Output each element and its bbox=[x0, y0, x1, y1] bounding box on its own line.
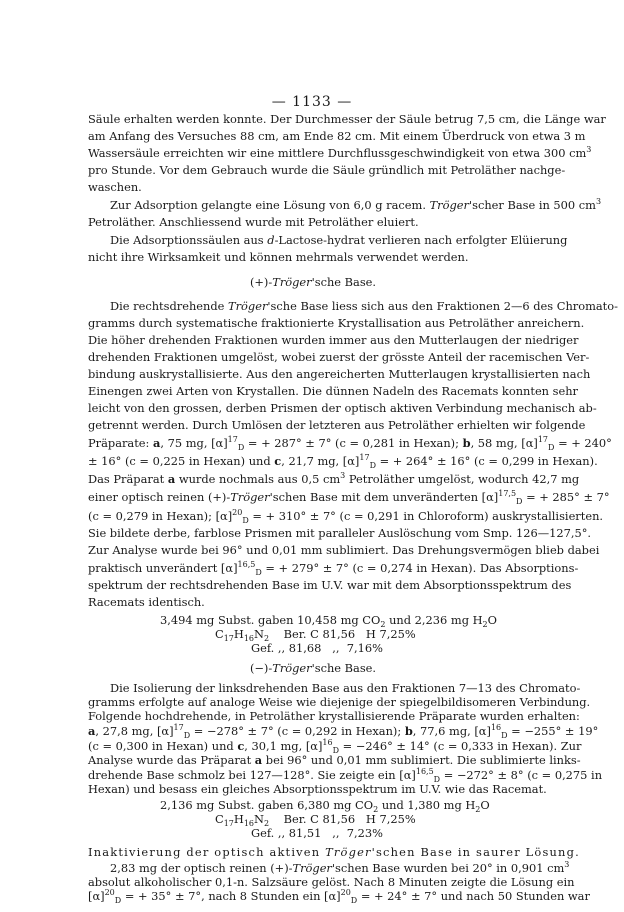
text-segment: 'schen Base in saurer Lösung. bbox=[371, 845, 580, 859]
text-segment: spektrum der rechtsdrehenden Base im U.V. war mit dem Absorptionsspektrum des bbox=[88, 578, 572, 592]
text-segment: Tröger bbox=[230, 490, 270, 504]
text-segment: Die höher drehenden Fraktionen wurden immer aus den Mutterlaugen der niedriger bbox=[88, 333, 579, 347]
text-segment: (−)- bbox=[249, 660, 273, 675]
text-segment: = + 279° ± 7° (c = 0,274 in Hexan). Das Absorptions- bbox=[261, 561, 579, 575]
text-segment: 20 bbox=[232, 508, 243, 517]
text-segment: Das Präparat bbox=[88, 472, 168, 486]
text-segment: 'sche Base. bbox=[311, 660, 377, 675]
text-segment: Wassersäule erreichten wir eine mittlere Durchflussgeschwindigkeit von etwa 300 cm bbox=[88, 146, 587, 160]
text-segment: = + 285° ± 7° bbox=[522, 490, 610, 504]
text-segment: O bbox=[480, 797, 490, 812]
text-segment: D bbox=[501, 730, 508, 740]
text-segment: N bbox=[254, 811, 264, 826]
text-segment: D bbox=[369, 461, 376, 470]
text-segment: 'schen Base mit dem unveränderten [α] bbox=[269, 490, 499, 504]
text-line bbox=[88, 179, 538, 196]
text-segment: Die rechtsdrehende bbox=[110, 299, 229, 313]
text-segment: , 27,8 mg, [α] bbox=[95, 723, 174, 738]
text-line bbox=[88, 594, 538, 611]
text-line bbox=[88, 577, 572, 594]
text-segment: Säule erhalten werden konnte. Der Durchmesser der Säule betrug 7,5 cm, die Länge war bbox=[88, 112, 606, 126]
text-line bbox=[88, 315, 585, 332]
text-line bbox=[88, 489, 610, 506]
text-segment: 16,5 bbox=[415, 766, 434, 776]
text-line bbox=[88, 366, 591, 383]
text-segment: 17,5 bbox=[498, 489, 517, 498]
text-segment: a bbox=[254, 752, 263, 767]
text-segment: pro Stunde. Vor dem Gebrauch wurde die Säule gründlich mit Petroläther nachge- bbox=[88, 163, 566, 177]
text-segment: 20 bbox=[104, 888, 115, 897]
text-segment: = + 24° ± 7° und nach 50 Stunden war bbox=[357, 889, 590, 903]
text-segment: bindung auskrystallisierte. Aus den angereicherten Mutterlaugen krystallisierten nach bbox=[88, 367, 591, 381]
text-line bbox=[88, 214, 538, 231]
text-segment: Zur Adsorption gelangte eine Lösung von 6,0 g racem. bbox=[110, 198, 430, 212]
text-segment: D bbox=[114, 896, 122, 905]
text-segment: Die Isolierung der linksdrehenden Base aus den Fraktionen 7—13 des Chromato- bbox=[110, 680, 581, 695]
text-segment: = −278° ± 7° (c = 0,292 in Hexan); bbox=[190, 723, 405, 738]
text-segment: [α] bbox=[88, 889, 105, 903]
text-segment: 'sche Base. bbox=[311, 275, 377, 289]
text-segment: Sie bildete derbe, farblose Prismen mit paralleler Auslöschung vom Smp. 126—127,5°. bbox=[88, 526, 592, 540]
text-segment: , 58 mg, [α] bbox=[470, 436, 538, 450]
text-segment: Analyse wurde das Präparat bbox=[88, 752, 255, 767]
text-segment: 2,136 mg Subst. gaben 6,380 mg CO bbox=[160, 797, 374, 812]
text-segment: 3 bbox=[595, 197, 602, 206]
text-line bbox=[88, 888, 590, 905]
text-segment: C bbox=[215, 626, 224, 641]
text-segment: Tröger bbox=[228, 299, 268, 313]
text-segment: 2,83 mg der optisch reinen (+)- bbox=[110, 860, 293, 875]
text-segment: 'scher Base in 500 cm bbox=[468, 198, 596, 212]
text-segment: Ber. C 81,56 H 7,25% bbox=[269, 626, 416, 641]
text-segment: 17 bbox=[359, 453, 370, 462]
text-segment: c bbox=[237, 738, 245, 753]
text-segment: drehenden Fraktionen umgelöst, wobei zuerst der grösste Anteil der racemischen Ver- bbox=[88, 350, 590, 364]
text-segment: 3,494 mg Subst. gaben 10,458 mg CO bbox=[160, 612, 381, 627]
text-segment: = −255° ± 19° bbox=[507, 723, 599, 738]
text-segment: D bbox=[548, 443, 555, 452]
text-line bbox=[110, 232, 568, 249]
text-line bbox=[88, 111, 606, 128]
text-segment: , 30,1 mg, [α] bbox=[244, 738, 323, 753]
text-line bbox=[88, 332, 579, 349]
text-segment: = + 287° ± 7° (c = 0,281 in Hexan); bbox=[244, 436, 463, 450]
text-segment: Tröger bbox=[272, 660, 312, 675]
text-line bbox=[88, 145, 592, 162]
text-segment: 16 bbox=[243, 818, 255, 828]
text-line bbox=[88, 349, 590, 366]
text-segment: leicht von den grossen, derben Prismen der optisch aktiven Verbindung mechanisch ab- bbox=[88, 401, 597, 415]
text-line bbox=[88, 660, 538, 677]
text-segment: 17 bbox=[223, 818, 234, 828]
text-segment: D bbox=[255, 568, 262, 577]
text-segment: absolut alkoholischer 0,1-n. Salzsäure gelöst. Nach 8 Minuten zeigte die Lösung ein bbox=[88, 874, 575, 889]
text-segment: einer optisch reinen (+)- bbox=[88, 490, 231, 504]
text-segment: 'sche Base liess sich aus den Fraktionen 2—6 des Chromato- bbox=[267, 299, 618, 313]
text-segment: Hexan) und besass ein gleiches Absorptionsspektrum im U.V. wie das Racemat. bbox=[88, 781, 547, 796]
text-segment: wurde nochmals aus 0,5 cm bbox=[175, 472, 341, 486]
text-line bbox=[88, 128, 586, 145]
text-segment: D bbox=[183, 730, 191, 740]
text-line bbox=[251, 825, 531, 842]
text-segment: Inaktivierung der optisch aktiven bbox=[88, 845, 326, 859]
text-segment: H bbox=[233, 626, 244, 641]
text-segment: ± 16° (c = 0,225 in Hexan) und bbox=[88, 454, 275, 468]
text-segment: 2 bbox=[264, 633, 270, 643]
text-segment: N bbox=[254, 626, 264, 641]
text-segment: 20 bbox=[340, 888, 351, 897]
text-line bbox=[88, 542, 600, 559]
text-line bbox=[88, 781, 547, 798]
text-segment: 2 bbox=[475, 804, 481, 814]
text-segment: b bbox=[404, 723, 413, 738]
text-segment: 2 bbox=[373, 804, 379, 814]
text-segment: 2 bbox=[380, 619, 386, 629]
text-segment: 3 bbox=[340, 471, 346, 480]
text-line bbox=[88, 274, 538, 291]
text-segment: Petroläther umgelöst, wodurch 42,7 mg bbox=[345, 472, 580, 486]
text-segment: , 21,7 mg, [α] bbox=[281, 454, 360, 468]
text-segment: D bbox=[350, 896, 358, 905]
text-segment: Einengen zwei Arten von Krystallen. Die dünnen Nadeln des Racemats konnten sehr bbox=[88, 384, 579, 398]
text-segment: 17 bbox=[223, 633, 234, 643]
text-line bbox=[88, 453, 598, 470]
text-segment: = + 310° ± 7° (c = 0,291 in Chloroform) auskrystallisierten. bbox=[248, 509, 604, 523]
text-segment: C bbox=[215, 811, 224, 826]
text-segment: Gef. ,, 81,68 ,, 7,16% bbox=[251, 640, 383, 655]
text-segment: = −272° ± 8° (c = 0,275 in bbox=[440, 767, 603, 782]
text-line bbox=[88, 435, 612, 452]
text-line bbox=[88, 249, 538, 266]
text-segment: a bbox=[88, 723, 96, 738]
text-segment: D bbox=[433, 774, 441, 784]
text-line bbox=[88, 417, 586, 434]
text-segment: drehende Base schmolz bei 127—128°. Sie zeigte ein [α] bbox=[88, 767, 416, 782]
text-segment: 17 bbox=[227, 435, 238, 444]
text-segment: gramms erfolgte auf analoge Weise wie diejenige der spiegelbildisomeren Verbindung. bbox=[88, 694, 591, 709]
text-segment: Die Adsorptionssäulen aus bbox=[110, 233, 268, 247]
text-segment: = −246° ± 14° (c = 0,333 in Hexan). Zur bbox=[339, 738, 582, 753]
text-segment: -Lactose-hydrat verlieren nach erfolgter Elüierung bbox=[274, 233, 568, 247]
text-segment: Petroläther. Anschliessend wurde mit Petroläther eluiert. bbox=[88, 215, 419, 229]
text-segment: (+)- bbox=[249, 275, 273, 289]
text-segment: 17 bbox=[537, 435, 549, 444]
text-segment: bei 96° und 0,01 mm sublimiert. Die sublimierte links- bbox=[262, 752, 581, 767]
text-segment: und 2,236 mg H bbox=[385, 612, 483, 627]
text-segment: gramms durch systematische fraktionierte Krystallisation aus Petroläther anreichern. bbox=[88, 316, 585, 330]
text-segment: 3 bbox=[586, 145, 592, 154]
page-number: — 1133 — bbox=[271, 94, 353, 110]
text-line bbox=[110, 298, 618, 315]
text-segment: D bbox=[516, 497, 523, 506]
text-line bbox=[88, 560, 579, 577]
text-segment: = + 264° ± 16° (c = 0,299 in Hexan). bbox=[375, 454, 598, 468]
text-segment: praktisch unverändert [α] bbox=[88, 561, 238, 575]
text-line bbox=[88, 508, 604, 525]
text-segment: Zur Analyse wurde bei 96° und 0,01 mm sublimiert. Das Drehungsvermögen blieb dabei bbox=[88, 543, 600, 557]
text-segment: waschen. bbox=[88, 180, 142, 194]
text-segment: , 75 mg, [α] bbox=[160, 436, 228, 450]
text-segment: Präparate: bbox=[88, 436, 153, 450]
text-line bbox=[88, 162, 566, 179]
text-segment: Racemats identisch. bbox=[88, 595, 205, 609]
text-segment: 16 bbox=[490, 722, 502, 732]
text-segment: 2 bbox=[482, 619, 488, 629]
text-segment: 'schen Base wurden bei 20° in 0,901 cm bbox=[331, 860, 565, 875]
text-line bbox=[88, 400, 597, 417]
text-line bbox=[88, 525, 592, 542]
text-segment: H bbox=[233, 811, 244, 826]
text-segment: Folgende hochdrehende, in Petroläther krystallisierende Präparate wurden erhalten: bbox=[88, 708, 580, 723]
text-segment: 2 bbox=[264, 818, 270, 828]
text-line bbox=[251, 640, 531, 657]
text-segment: am Anfang des Versuches 88 cm, am Ende 82 cm. Mit einem Überdruck von etwa 3 m bbox=[88, 129, 586, 143]
text-segment: Tröger bbox=[429, 198, 469, 212]
text-line bbox=[88, 844, 580, 861]
text-segment: (c = 0,300 in Hexan) und bbox=[88, 738, 238, 753]
text-segment: Tröger bbox=[292, 860, 332, 875]
text-segment: b bbox=[462, 436, 471, 450]
text-segment: 16,5 bbox=[237, 560, 256, 569]
text-segment: Gef. ,, 81,51 ,, 7,23% bbox=[251, 825, 383, 840]
text-segment: Ber. C 81,56 H 7,25% bbox=[269, 811, 416, 826]
text-segment: a bbox=[167, 472, 176, 486]
text-segment: c bbox=[274, 454, 282, 468]
text-segment: nicht ihre Wirksamkeit und können mehrmals verwendet werden. bbox=[88, 250, 469, 264]
text-segment: = + 240° bbox=[554, 436, 612, 450]
text-line bbox=[110, 197, 602, 214]
text-segment: 16 bbox=[322, 737, 333, 747]
text-segment: Tröger bbox=[272, 275, 312, 289]
text-segment: , 77,6 mg, [α] bbox=[412, 723, 491, 738]
text-segment: und 1,380 mg H bbox=[378, 797, 476, 812]
text-segment: D bbox=[242, 516, 249, 525]
text-segment: = + 35° ± 7°, nach 8 Stunden ein [α] bbox=[121, 889, 341, 903]
text-segment: D bbox=[237, 443, 245, 452]
text-segment: 3 bbox=[564, 859, 570, 869]
text-segment: 17 bbox=[173, 722, 184, 732]
text-segment: D bbox=[332, 745, 340, 755]
text-segment: O bbox=[487, 612, 497, 627]
text-segment: d bbox=[267, 233, 275, 247]
text-line bbox=[88, 471, 580, 488]
text-segment: getrennt werden. Durch Umlösen der letzteren aus Petroläther erhielten wir folgende bbox=[88, 418, 586, 432]
text-line bbox=[88, 383, 579, 400]
text-segment: a bbox=[153, 436, 161, 450]
text-segment: 16 bbox=[243, 633, 255, 643]
text-segment: (c = 0,279 in Hexan); [α] bbox=[88, 509, 233, 523]
text-segment: Tröger bbox=[325, 845, 372, 859]
